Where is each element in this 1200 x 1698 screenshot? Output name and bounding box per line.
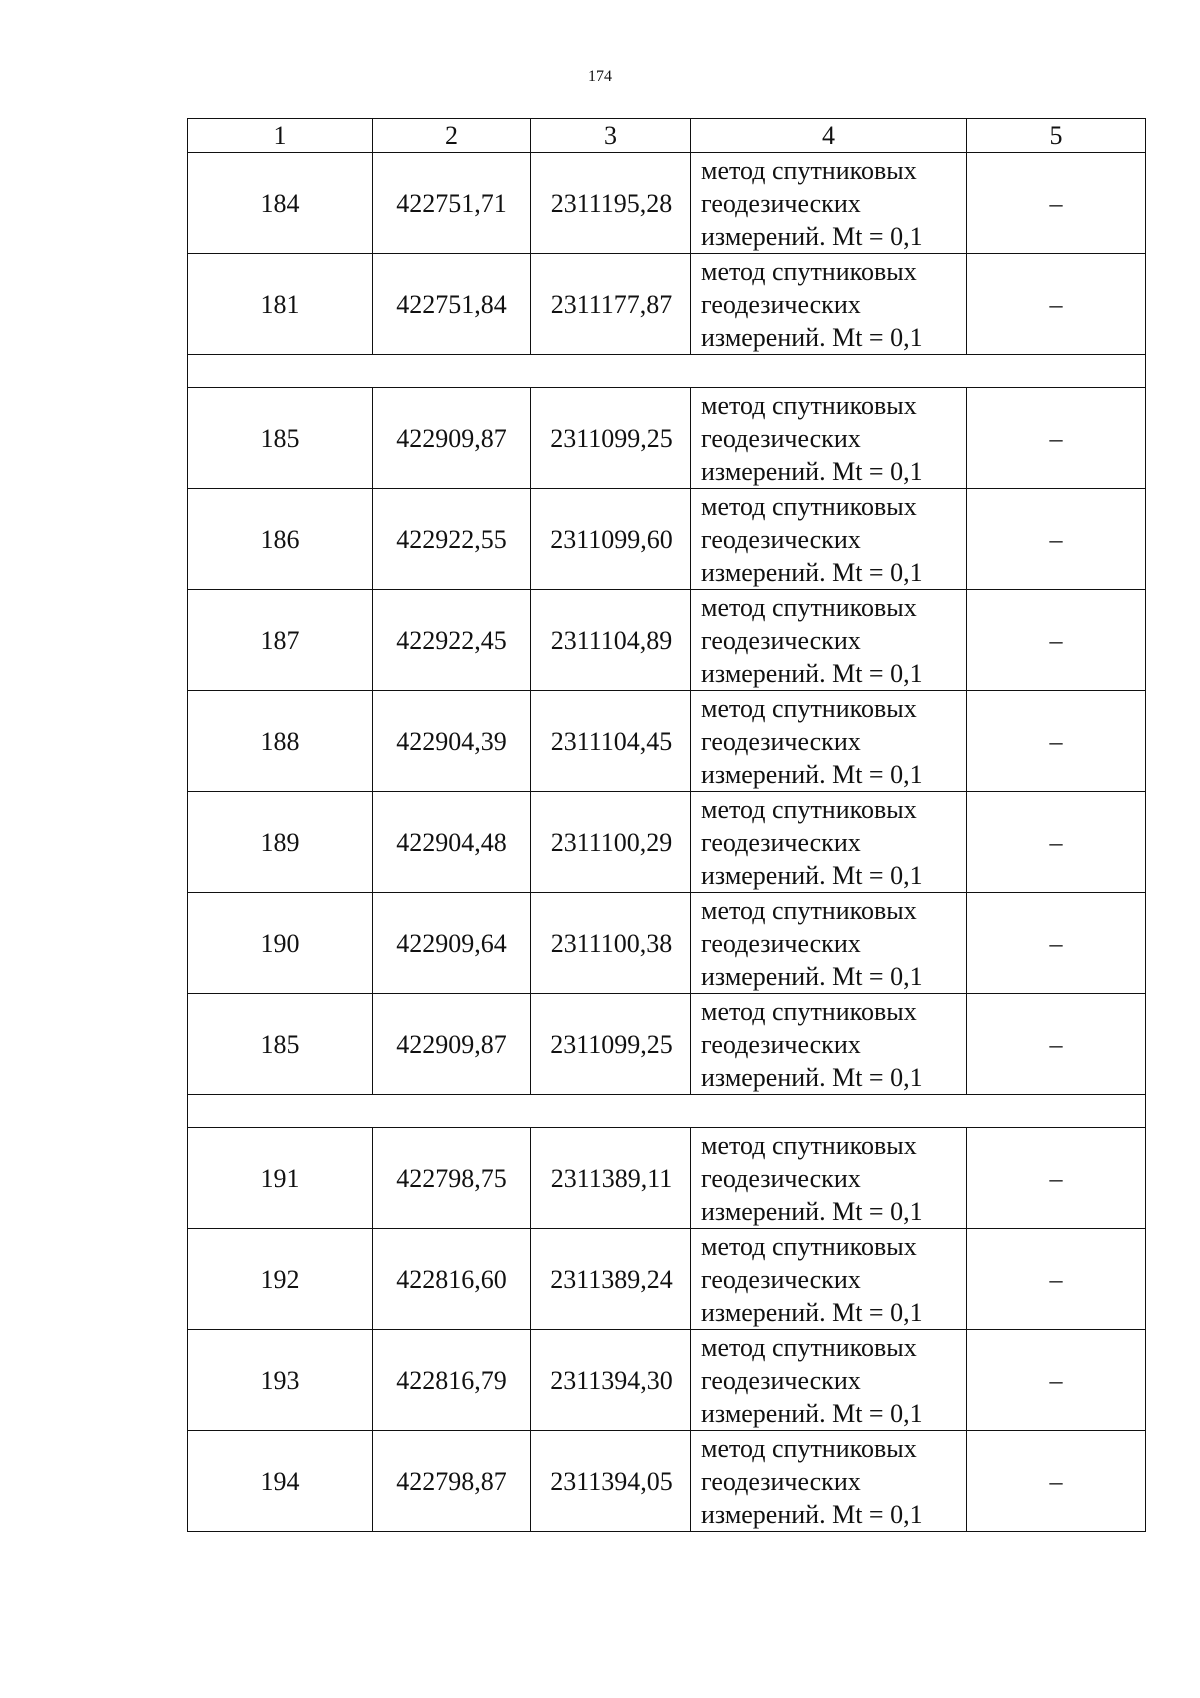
method-cell [691,691,967,792]
table-row [188,153,1146,254]
header-cell-4: 4 [691,119,967,153]
x-coordinate-cell: 422904,39 [373,691,531,792]
method-text-line: геодезических [701,423,861,453]
point-number-cell: 194 [188,1431,373,1532]
note-cell: – [967,893,1146,994]
table-row [188,1229,1146,1330]
method-text-line: измерений. Mt = 0,1 [701,1062,923,1092]
header-cell-2: 2 [373,119,531,153]
method-text-line: метод спутниковых [701,592,917,622]
note-cell: – [967,388,1146,489]
y-coordinate-cell: 2311177,87 [531,254,691,355]
method-text-line: измерений. Mt = 0,1 [701,221,923,251]
x-coordinate-cell: 422909,87 [373,994,531,1095]
point-number-cell: 186 [188,489,373,590]
x-coordinate-cell: 422904,48 [373,792,531,893]
table-row [188,1431,1146,1532]
table-row [188,893,1146,994]
method-text-line: геодезических [701,1365,861,1395]
x-coordinate-cell: 422922,55 [373,489,531,590]
method-text-line: геодезических [701,1163,861,1193]
method-text-line: метод спутниковых [701,155,917,185]
point-number-cell: 185 [188,388,373,489]
y-coordinate-cell: 2311389,24 [531,1229,691,1330]
table-row [188,1128,1146,1229]
x-coordinate-cell: 422798,87 [373,1431,531,1532]
point-number-cell: 184 [188,153,373,254]
method-text-line: геодезических [701,928,861,958]
point-number-cell: 193 [188,1330,373,1431]
method-text-line: измерений. Mt = 0,1 [701,456,923,486]
method-cell [691,388,967,489]
method-text-line: метод спутниковых [701,693,917,723]
point-number-cell: 191 [188,1128,373,1229]
header-cell-3: 3 [531,119,691,153]
group-separator-row [188,355,1146,388]
table-row [188,254,1146,355]
method-cell [691,153,967,254]
table-row [188,691,1146,792]
method-text-line: измерений. Mt = 0,1 [701,658,923,688]
x-coordinate-cell: 422751,84 [373,254,531,355]
note-cell: – [967,1229,1146,1330]
note-cell: – [967,994,1146,1095]
point-number-cell: 181 [188,254,373,355]
method-text-line: геодезических [701,726,861,756]
x-coordinate-cell: 422909,64 [373,893,531,994]
method-text-line: метод спутниковых [701,895,917,925]
y-coordinate-cell: 2311394,05 [531,1431,691,1532]
x-coordinate-cell: 422816,60 [373,1229,531,1330]
point-number-cell: 190 [188,893,373,994]
coordinates-table [187,118,1146,1532]
method-text-line: метод спутниковых [701,1433,917,1463]
y-coordinate-cell: 2311100,29 [531,792,691,893]
method-text-line: метод спутниковых [701,794,917,824]
method-text-line: геодезических [701,1029,861,1059]
method-cell [691,1229,967,1330]
note-cell: – [967,691,1146,792]
method-text-line: измерений. Mt = 0,1 [701,1398,923,1428]
x-coordinate-cell: 422922,45 [373,590,531,691]
method-text-line: метод спутниковых [701,1332,917,1362]
x-coordinate-cell: 422909,87 [373,388,531,489]
separator-cell [188,1095,1146,1128]
method-text-line: измерений. Mt = 0,1 [701,1297,923,1327]
method-text-line: геодезических [701,1466,861,1496]
note-cell: – [967,1330,1146,1431]
method-cell [691,994,967,1095]
y-coordinate-cell: 2311104,89 [531,590,691,691]
method-cell [691,254,967,355]
point-number-cell: 192 [188,1229,373,1330]
method-cell [691,1431,967,1532]
separator-cell [188,355,1146,388]
note-cell: – [967,1431,1146,1532]
y-coordinate-cell: 2311104,45 [531,691,691,792]
x-coordinate-cell: 422798,75 [373,1128,531,1229]
point-number-cell: 188 [188,691,373,792]
table-header-row [188,119,1146,153]
table-row [188,792,1146,893]
note-cell: – [967,489,1146,590]
note-cell: – [967,153,1146,254]
table-row [188,1330,1146,1431]
x-coordinate-cell: 422816,79 [373,1330,531,1431]
method-text-line: измерений. Mt = 0,1 [701,860,923,890]
y-coordinate-cell: 2311099,25 [531,994,691,1095]
table-row [188,590,1146,691]
method-cell [691,1128,967,1229]
note-cell: – [967,254,1146,355]
table-row [188,994,1146,1095]
y-coordinate-cell: 2311100,38 [531,893,691,994]
method-text-line: геодезических [701,625,861,655]
table-row [188,388,1146,489]
method-cell [691,489,967,590]
y-coordinate-cell: 2311394,30 [531,1330,691,1431]
method-text-line: измерений. Mt = 0,1 [701,1196,923,1226]
page-number: 174 [588,68,612,85]
group-separator-row [188,1095,1146,1128]
method-text-line: измерений. Mt = 0,1 [701,557,923,587]
method-cell [691,893,967,994]
method-text-line: метод спутниковых [701,996,917,1026]
point-number-cell: 187 [188,590,373,691]
method-text-line: измерений. Mt = 0,1 [701,759,923,789]
method-text-line: метод спутниковых [701,491,917,521]
note-cell: – [967,1128,1146,1229]
method-text-line: геодезических [701,1264,861,1294]
y-coordinate-cell: 2311389,11 [531,1128,691,1229]
method-text-line: метод спутниковых [701,1130,917,1160]
point-number-cell: 185 [188,994,373,1095]
method-text-line: геодезических [701,289,861,319]
point-number-cell: 189 [188,792,373,893]
method-text-line: метод спутниковых [701,256,917,286]
header-cell-5: 5 [967,119,1146,153]
method-text-line: геодезических [701,188,861,218]
table-row [188,489,1146,590]
note-cell: – [967,792,1146,893]
method-cell [691,792,967,893]
y-coordinate-cell: 2311195,28 [531,153,691,254]
method-text-line: измерений. Mt = 0,1 [701,322,923,352]
x-coordinate-cell: 422751,71 [373,153,531,254]
note-cell: – [967,590,1146,691]
method-text-line: геодезических [701,827,861,857]
header-cell-1: 1 [188,119,373,153]
method-text-line: измерений. Mt = 0,1 [701,1499,923,1529]
method-text-line: измерений. Mt = 0,1 [701,961,923,991]
method-text-line: метод спутниковых [701,1231,917,1261]
method-text-line: метод спутниковых [701,390,917,420]
y-coordinate-cell: 2311099,25 [531,388,691,489]
method-cell [691,590,967,691]
y-coordinate-cell: 2311099,60 [531,489,691,590]
method-cell [691,1330,967,1431]
method-text-line: геодезических [701,524,861,554]
